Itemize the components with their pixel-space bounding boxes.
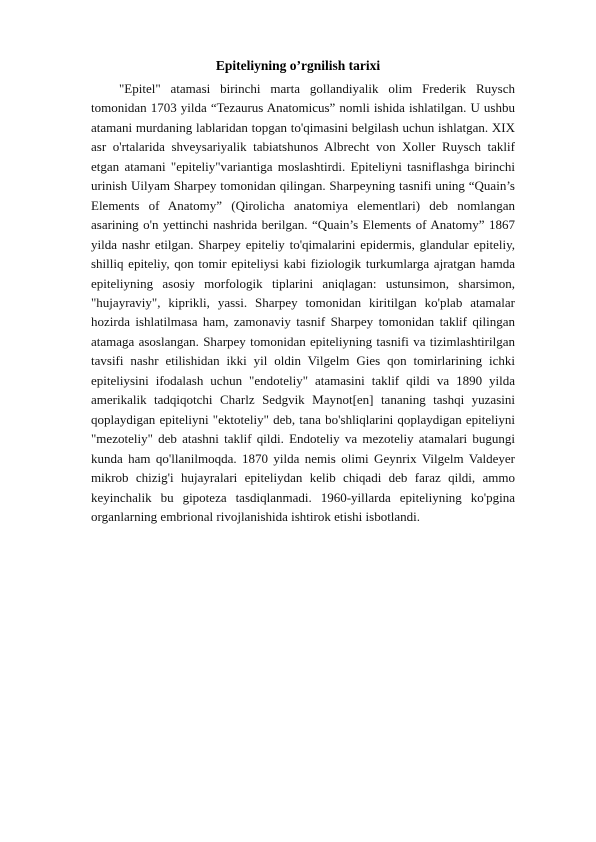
document-title: Epiteliyning o’rgnilish tarixi bbox=[215, 58, 381, 73]
body-paragraph: "Epitel" atamasi birinchi marta gollandiyalik olim Frederik Ruysch tomonidan 1703 yilda “Tezaurus Anatomicus” nomli ishida ishlatilgan. U ushbu atamani murdaning lablaridan topgan to'qimasini belgilash uchun ishlatgan. XIX asr o'rtalarida shveysariyalik tabiatshunos Albrecht von Xoller Ruysch taklif etgan atamani "epiteliy"variantiga moslashtirdi. Epiteliyni tasniflashga birinchi urinish Uilyam Sharpey tomonidan qilingan. Sharpeyning tasnifi uning “Quain’s Elements of Anatomy” (Qirolicha anatomiya elementlari) deb nomlangan asarining o'n yettinchi nashrida berilgan. “Quain’s Elements of Anatomy” 1867 yilda nashr etilgan. Sharpey epiteliy to'qimalarini epidermis, glandular epiteliy, shilliq epiteliy, qon tomir epiteliysi kabi fiziologik turkumlarga ajratgan hamda epiteliyning asosiy morfologik tiplarini aniqlagan: ustunsimon, sharsimon, "hujayraviy", kiprikli, yassi. Sharpey tomonidan kiritilgan ko'plab atamalar hozirda ishlatilmasa ham, zamonaviy tasnif Sharpey tomonidan taklif qilingan atamaga asoslangan. Sharpey tomonidan epiteliyning tasnifi va tizimlashtirilgan tavsifi nashr etilishidan ikki yil oldin Vilgelm Gies qon tomirlarining ichki epiteliysini ifodalash uchun "endoteliy" atamasini taklif qildi va 1890 yilda amerikalik tadqiqotchi Charlz Sedgvik Maynot[en] tananing tashqi yuzasini qoplaydigan epiteliyni "ektoteliy" deb, tana bo'shliqlarini qoplaydigan epiteliyni "mezoteliy" deb atashni taklif qildi. Endoteliy va mezoteliy atamalari bugungi kunda ham qo'llanilmoqda. 1870 yilda nemis olimi Geynrix Vilgelm Valdeyer mikrob chizig'i hujayralari epiteliydan kelib chiqadi deb faraz qildi, ammo keyinchalik bu gipoteza tasdiqlanmadi. 1960-yillarda epiteliyning ko'pgina organlarning embrional rivojlanishida ishtirok etishi isbotlandi. bbox=[91, 81, 515, 524]
